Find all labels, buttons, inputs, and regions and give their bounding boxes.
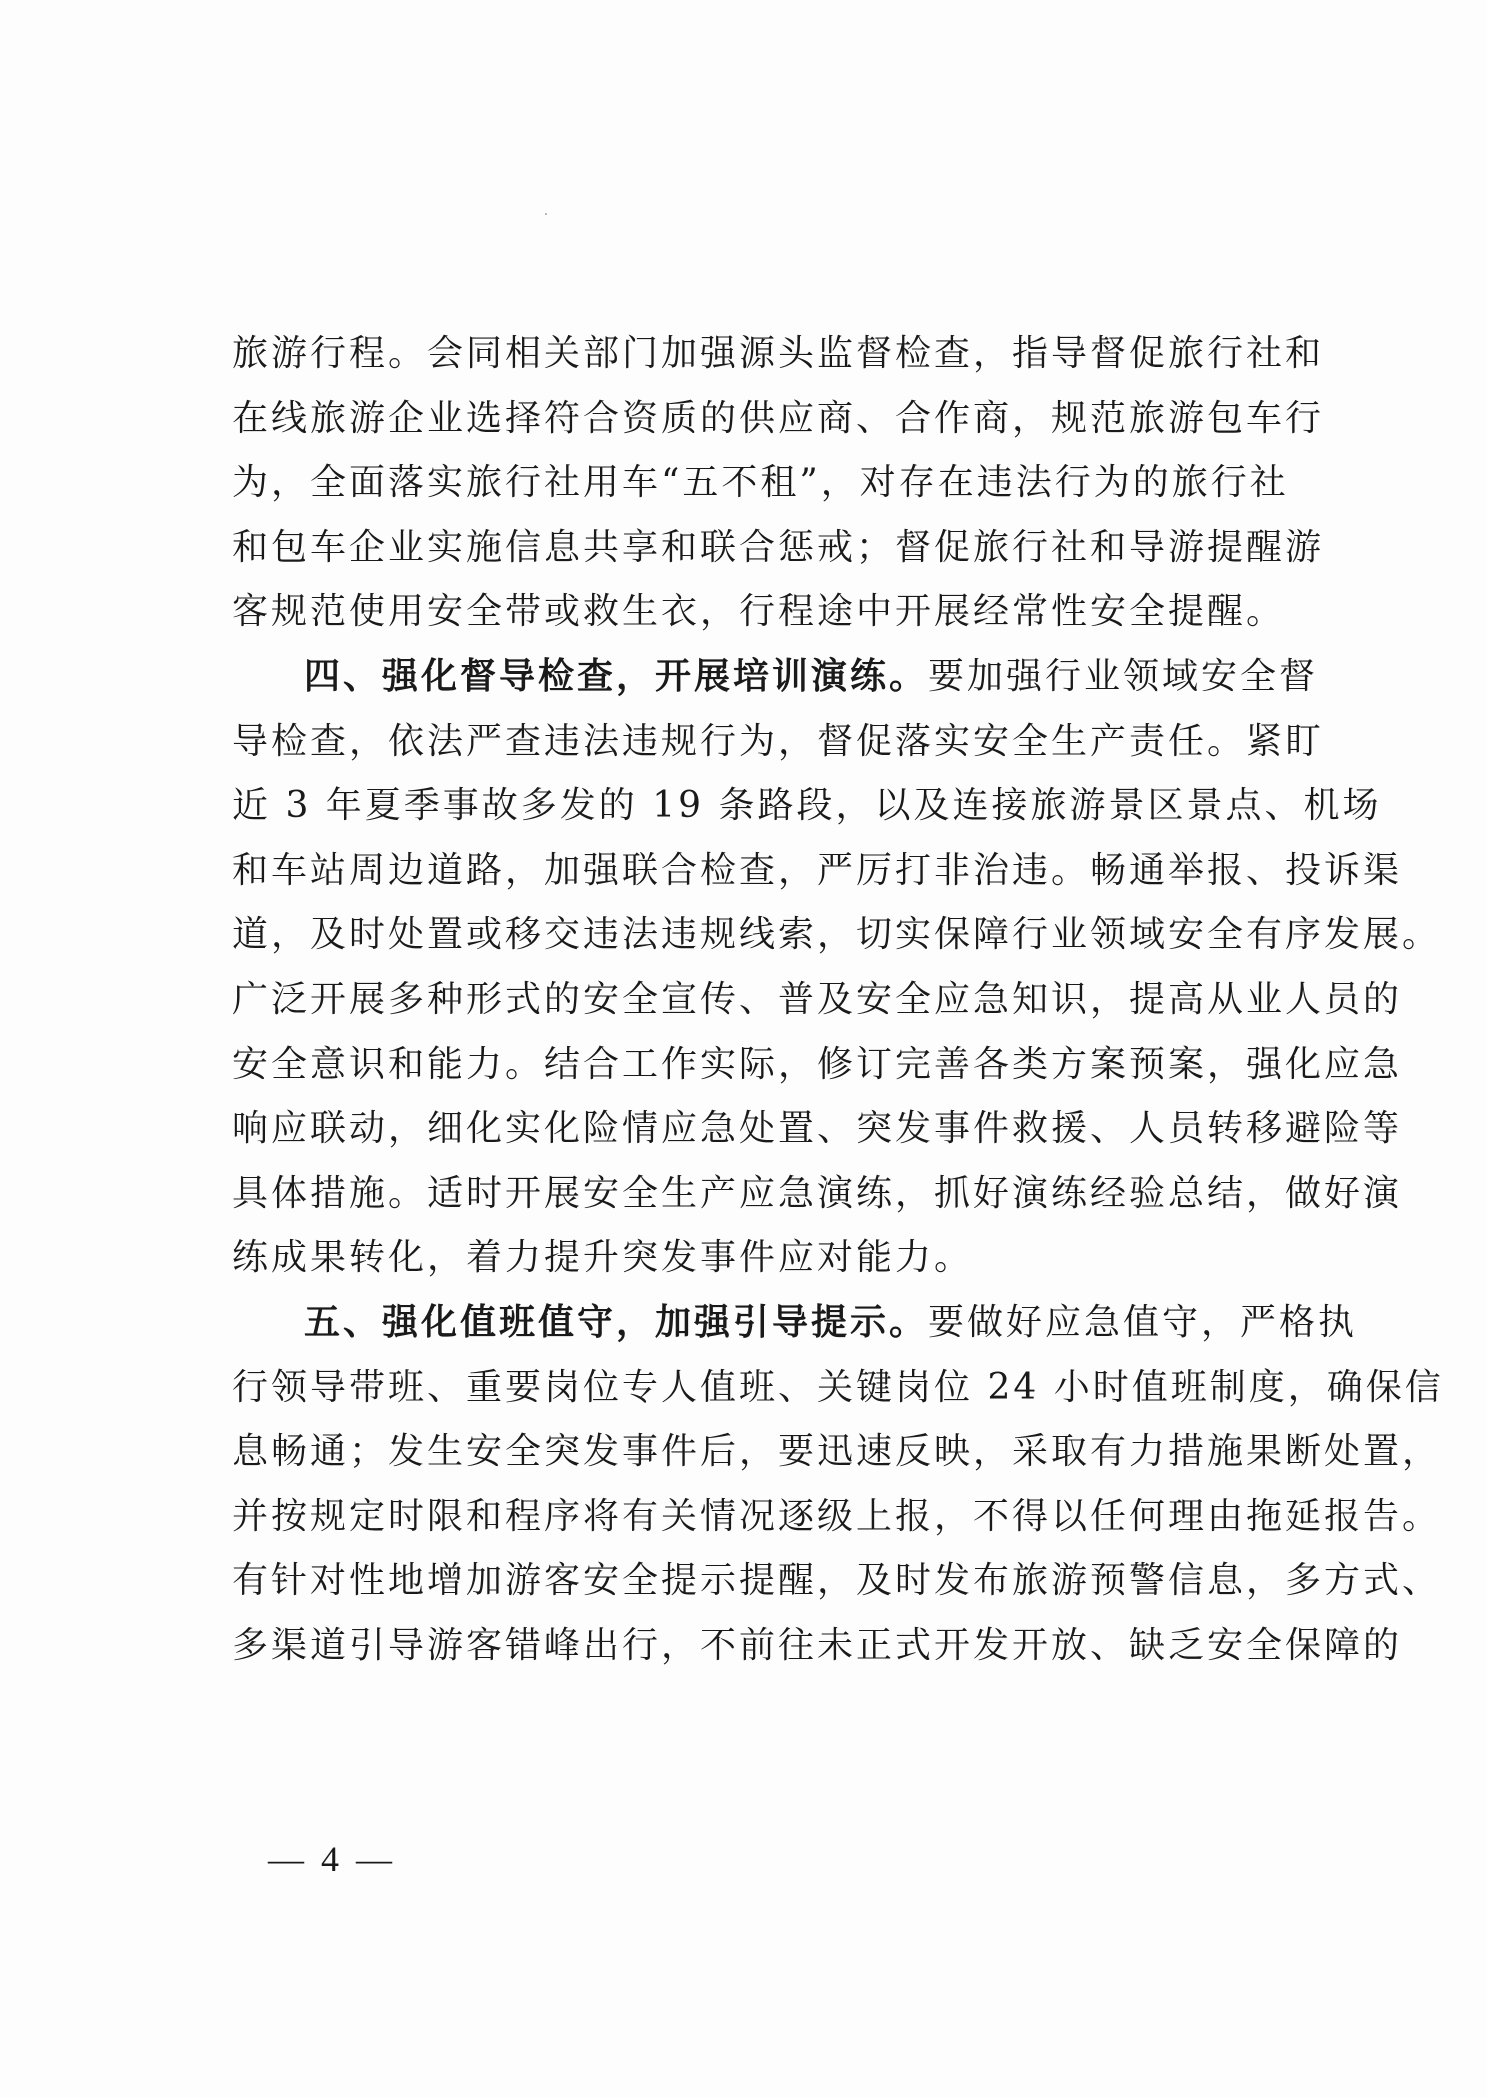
text-line: 有针对性地增加游客安全提示提醒，及时发布旅游预警信息，多方式、 <box>232 1560 1442 1602</box>
text-line: 导检查，依法严查违法违规行为，督促落实安全生产责任。紧盯 <box>232 720 1325 762</box>
section-4-heading: 四、强化督导检查，开展培训演练。 <box>304 655 929 697</box>
continuation-paragraph <box>232 322 1325 645</box>
text-line: 道，及时处置或移交违法违规线索，切实保障行业领域安全有序发展。 <box>232 914 1442 956</box>
text-line: 并按规定时限和程序将有关情况逐级上报，不得以任何理由拖延报告。 <box>232 1495 1442 1537</box>
text-line: 多渠道引导游客错峰出行，不前往未正式开发开放、缺乏安全保障的 <box>232 1624 1403 1666</box>
section-4-first-line <box>232 645 1319 710</box>
section-4-first-line-text: 要加强行业领域安全督 <box>928 655 1319 697</box>
text-line: 响应联动，细化实化险情应急处置、突发事件救援、人员转移避险等 <box>232 1108 1403 1150</box>
text-line: 息畅通；发生安全突发事件后，要迅速反映，采取有力措施果断处置， <box>232 1431 1442 1473</box>
section-5-first-line <box>232 1291 1358 1356</box>
section-5-heading: 五、强化值班值守，加强引导提示。 <box>304 1301 929 1343</box>
section-5-paragraph <box>232 1291 1444 1679</box>
text-line: 安全意识和能力。结合工作实际，修订完善各类方案预案，强化应急 <box>232 1043 1403 1085</box>
body-text <box>232 322 1444 1678</box>
section-4-paragraph <box>232 645 1442 1291</box>
text-line: 客规范使用安全带或救生衣，行程途中开展经常性安全提醒。 <box>232 591 1286 633</box>
text-line: 练成果转化，着力提升突发事件应对能力。 <box>232 1237 974 1279</box>
text-line: 近 3 年夏季事故多发的 19 条路段，以及连接旅游景区景点、机场 <box>232 785 1382 827</box>
text-line: 广泛开展多种形式的安全宣传、普及安全应急知识，提高从业人员的 <box>232 978 1403 1020</box>
page-number: — 4 — <box>268 1839 396 1879</box>
text-line: 在线旅游企业选择符合资质的供应商、合作商，规范旅游包车行 <box>232 397 1325 439</box>
text-line: 行领导带班、重要岗位专人值班、关键岗位 24 小时值班制度，确保信 <box>232 1366 1444 1408</box>
scan-speck <box>545 213 547 215</box>
text-line: 和包车企业实施信息共享和联合惩戒；督促旅行社和导游提醒游 <box>232 526 1325 568</box>
text-line: 旅游行程。会同相关部门加强源头监督检查，指导督促旅行社和 <box>232 333 1325 374</box>
text-line: 和车站周边道路，加强联合检查，严厉打非治违。畅通举报、投诉渠 <box>232 849 1403 891</box>
section-5-first-line-text: 要做好应急值守，严格执 <box>928 1301 1358 1343</box>
text-line: 具体措施。适时开展安全生产应急演练，抓好演练经验总结，做好演 <box>232 1172 1403 1214</box>
text-line: 为，全面落实旅行社用车“五不租”，对存在违法行为的旅行社 <box>232 462 1289 504</box>
